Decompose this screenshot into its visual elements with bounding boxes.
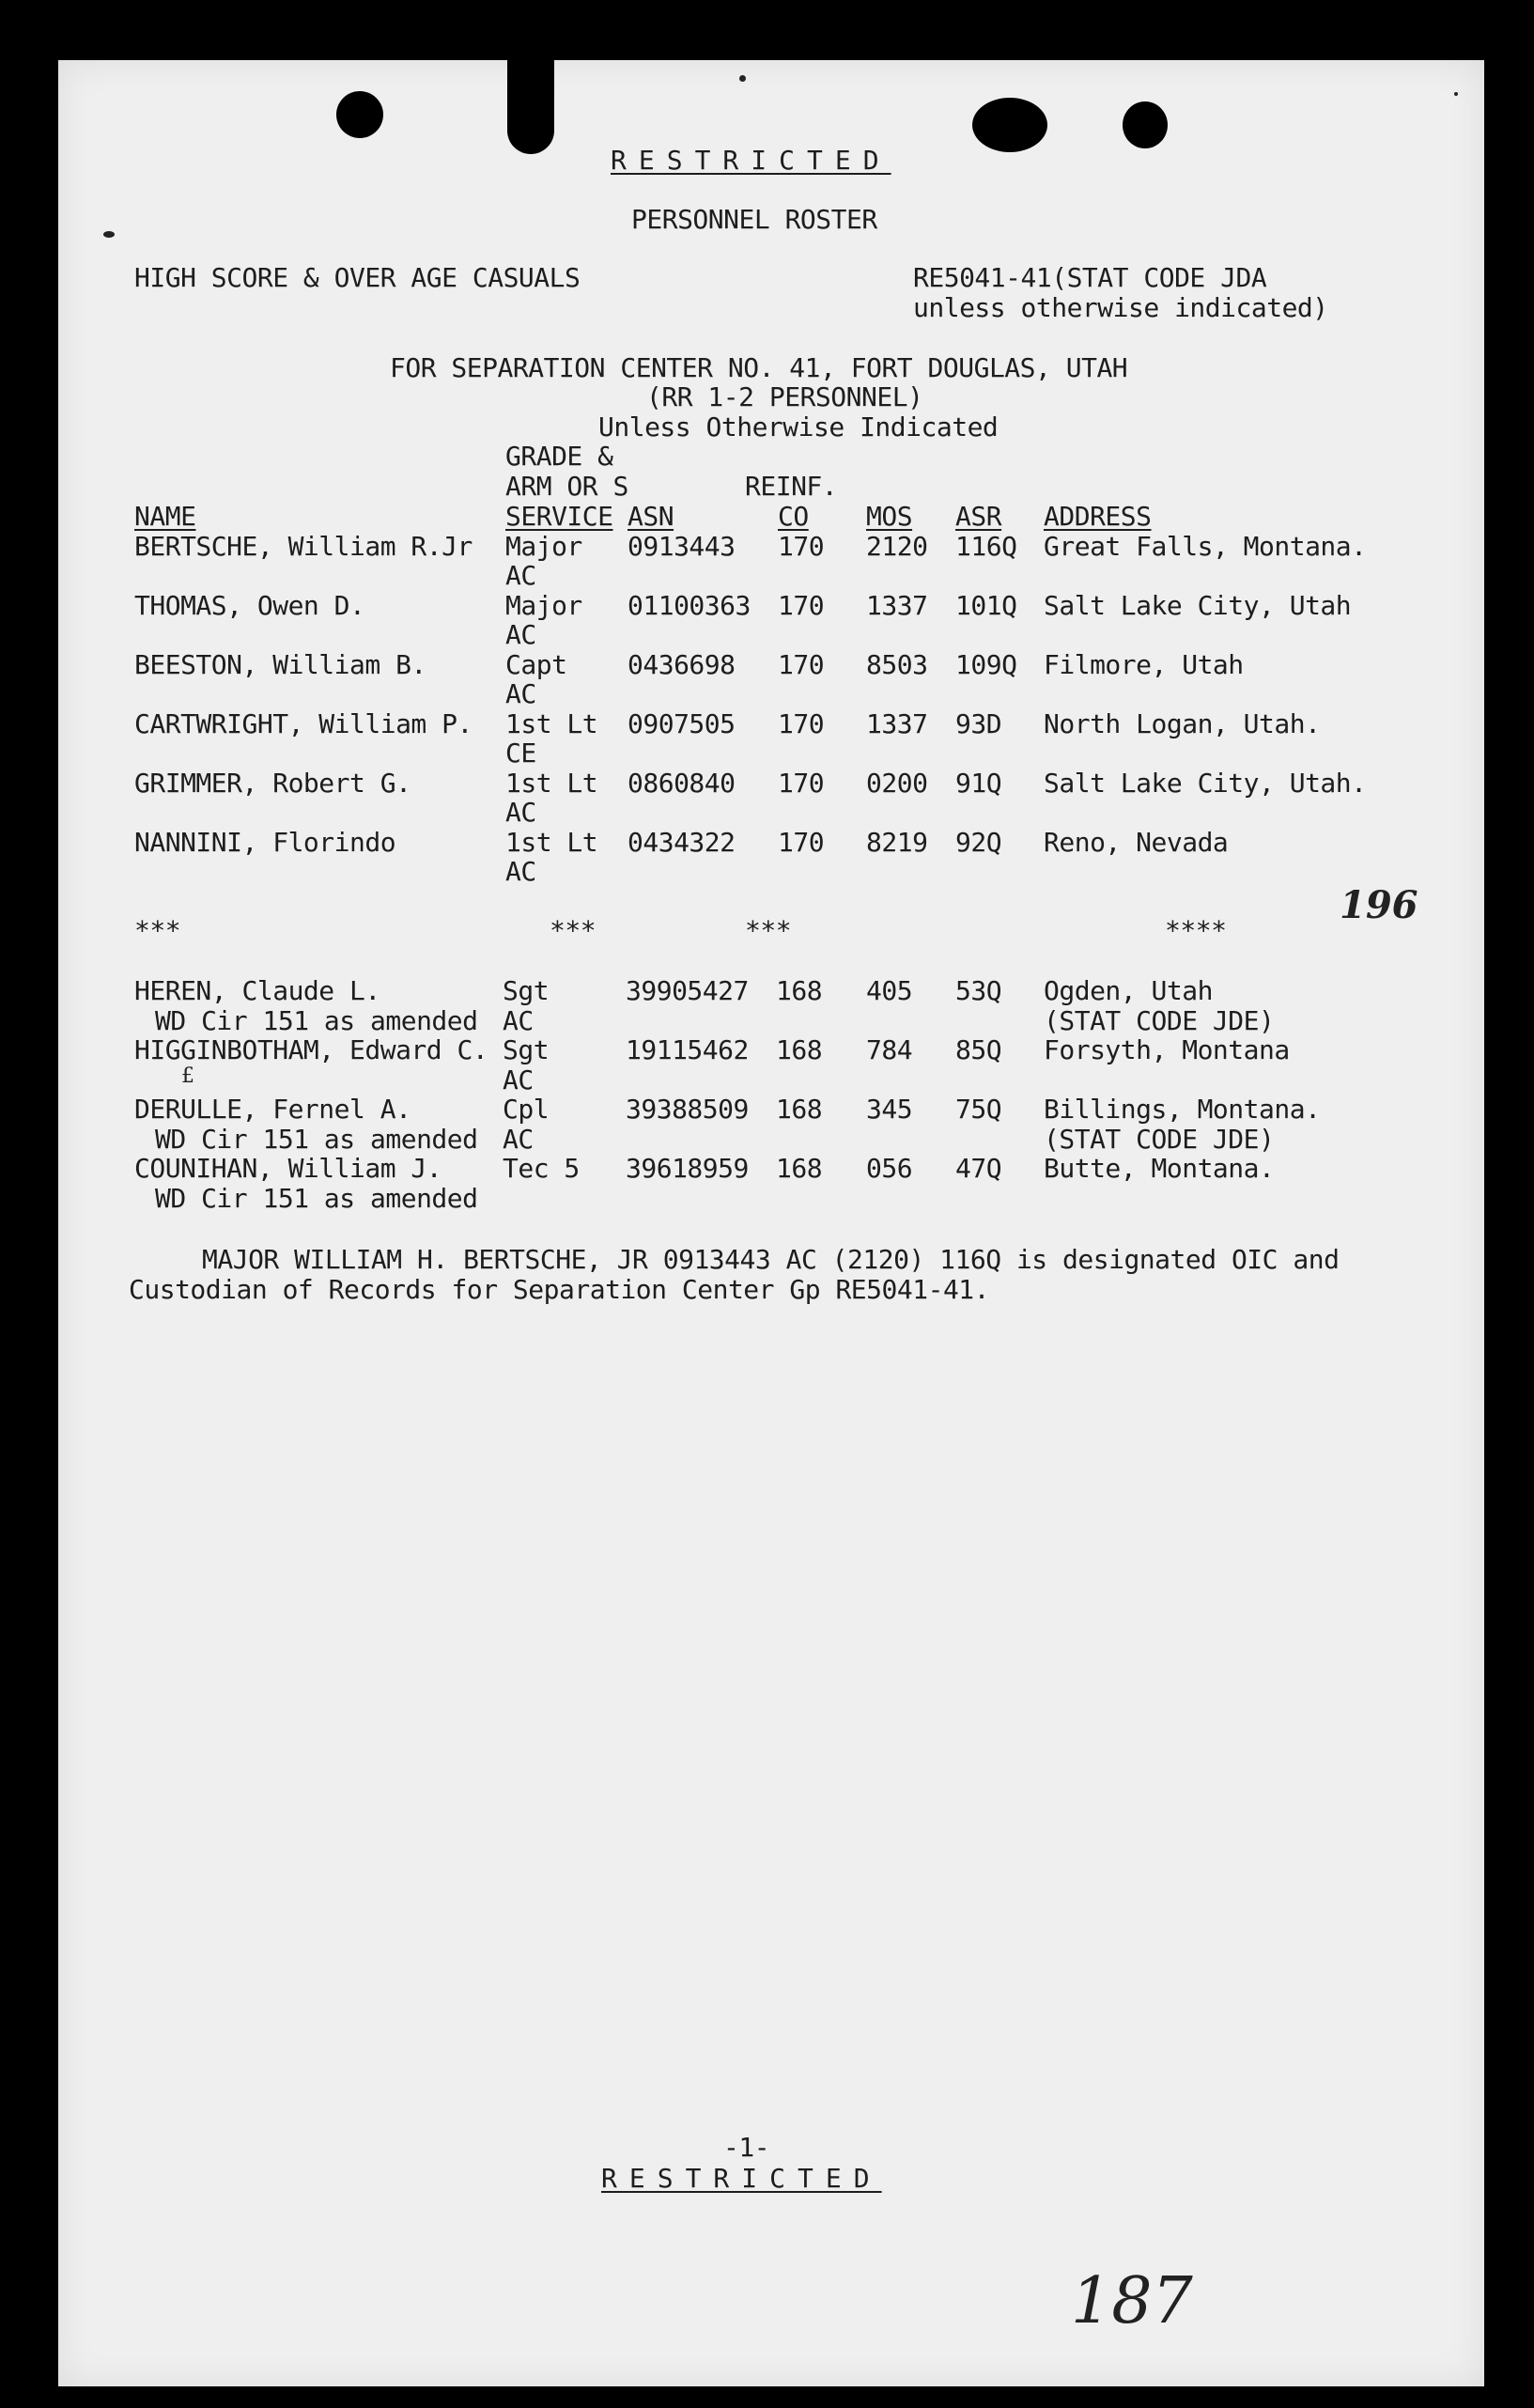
row-grade: Capt (505, 649, 567, 680)
row-address: Billings, Montana. (1044, 1094, 1321, 1125)
row-asn: 0913443 (628, 531, 736, 562)
row-name: HIGGINBOTHAM, Edward C. (134, 1034, 488, 1065)
stamped-page-number: 196 (1340, 883, 1418, 927)
row-asn: 01100363 (628, 590, 751, 621)
row-grade: 1st Lt (505, 827, 598, 858)
row-co: 168 (776, 1094, 823, 1125)
row-co: 170 (778, 531, 825, 562)
row-mos: 8503 (866, 649, 928, 680)
left-heading: HIGH SCORE & OVER AGE CASUALS (134, 262, 581, 293)
row-asr: 109Q (955, 649, 1017, 680)
row-arm: AC (503, 1005, 534, 1036)
row-grade: Sgt (503, 1034, 550, 1065)
row-mos: 1337 (866, 590, 928, 621)
col-grade-1: GRADE & (505, 441, 613, 472)
designation-note-line-1: MAJOR WILLIAM H. BERTSCHE, JR 0913443 AC (2120) 116Q is designated OIC and (202, 1244, 1340, 1275)
center-line-3: Unless Otherwise Indicated (598, 412, 999, 443)
row-arm: AC (505, 619, 536, 650)
col-asr: ASR (955, 501, 1002, 532)
row-address: Salt Lake City, Utah. (1044, 768, 1367, 799)
row-name: NANNINI, Florindo (134, 827, 396, 858)
row-mos: 345 (866, 1094, 913, 1125)
col-reinf: REINF. (745, 471, 838, 502)
row-co: 170 (778, 590, 825, 621)
col-address: ADDRESS (1044, 501, 1152, 532)
row-arm: AC (503, 1124, 534, 1155)
row-name: BEESTON, William B. (134, 649, 426, 680)
row-mos: 056 (866, 1153, 913, 1184)
page-number: -1- (723, 2132, 770, 2163)
row-asr: 91Q (955, 768, 1002, 799)
row-asn: 0434322 (628, 827, 736, 858)
col-co: CO (778, 501, 809, 532)
row-address: Ogden, Utah (1044, 975, 1213, 1006)
row-name: BERTSCHE, William R.Jr (134, 531, 473, 562)
row-grade: Major (505, 531, 582, 562)
row-arm: AC (505, 797, 536, 828)
row-address: Butte, Montana. (1044, 1153, 1275, 1184)
row-address: Salt Lake City, Utah (1044, 590, 1352, 621)
row-address: Forsyth, Montana (1044, 1034, 1290, 1065)
row-address: North Logan, Utah. (1044, 708, 1321, 739)
row-mos: 1337 (866, 708, 928, 739)
row-address: Filmore, Utah (1044, 649, 1244, 680)
speck (739, 75, 746, 82)
separator-asterisks: *** (550, 915, 597, 946)
row-arm: AC (503, 1064, 534, 1095)
col-name: NAME (134, 501, 196, 532)
separator-asterisks: *** (745, 915, 792, 946)
col-service: SERVICE (505, 501, 613, 532)
row-note: WD Cir 151 as amended (155, 1005, 478, 1036)
row-asr: 47Q (955, 1153, 1002, 1184)
row-co: 170 (778, 649, 825, 680)
row-mos: 2120 (866, 531, 928, 562)
row-asr: 92Q (955, 827, 1002, 858)
right-heading-2: unless otherwise indicated) (913, 292, 1328, 323)
speck (1454, 92, 1458, 96)
row-arm: AC (505, 560, 536, 591)
row-arm: CE (505, 738, 536, 769)
row-co: 168 (776, 1153, 823, 1184)
col-grade-2: ARM OR S (505, 471, 628, 502)
classification-bottom: RESTRICTED (601, 2163, 882, 2194)
row-note: WD Cir 151 as amended (155, 1124, 478, 1155)
punch-hole-4 (1123, 101, 1168, 148)
row-name: GRIMMER, Robert G. (134, 768, 411, 799)
row-co: 170 (778, 768, 825, 799)
row-co: 168 (776, 975, 823, 1006)
row-mos: 784 (866, 1034, 913, 1065)
col-mos: MOS (866, 501, 913, 532)
classification-top: RESTRICTED (611, 145, 891, 176)
handwritten-number: 187 (1071, 2264, 1193, 2338)
row-arm: AC (505, 856, 536, 887)
designation-note-line-2: Custodian of Records for Separation Center Gp RE5041-41. (129, 1274, 990, 1305)
row-grade: Major (505, 590, 582, 621)
handwritten-mark: £ (181, 1064, 194, 1088)
row-asn: 19115462 (626, 1034, 749, 1065)
right-heading-1: RE5041-41(STAT CODE JDA (913, 262, 1267, 293)
row-co: 170 (778, 827, 825, 858)
row-name: COUNIHAN, William J. (134, 1153, 442, 1184)
punch-hole-1 (336, 91, 383, 138)
document-title: PERSONNEL ROSTER (631, 204, 877, 235)
row-grade: Tec 5 (503, 1153, 580, 1184)
row-name: DERULLE, Fernel A. (134, 1094, 411, 1125)
row-grade: Sgt (503, 975, 550, 1006)
separator-asterisks: *** (134, 915, 181, 946)
row-mos: 405 (866, 975, 913, 1006)
row-asn: 0860840 (628, 768, 736, 799)
row-name: THOMAS, Owen D. (134, 590, 365, 621)
center-line-2: (RR 1-2 PERSONNEL) (646, 381, 923, 412)
row-note: WD Cir 151 as amended (155, 1183, 478, 1214)
row-address-2: (STAT CODE JDE) (1044, 1005, 1275, 1036)
row-asr: 85Q (955, 1034, 1002, 1065)
row-asr: 116Q (955, 531, 1017, 562)
row-co: 168 (776, 1034, 823, 1065)
row-address-2: (STAT CODE JDE) (1044, 1124, 1275, 1155)
row-asr: 53Q (955, 975, 1002, 1006)
speck (103, 231, 115, 238)
center-line-1: FOR SEPARATION CENTER NO. 41, FORT DOUGLAS, UTAH (390, 352, 1128, 383)
row-asn: 0436698 (628, 649, 736, 680)
row-address: Reno, Nevada (1044, 827, 1229, 858)
row-asn: 39388509 (626, 1094, 749, 1125)
row-asr: 75Q (955, 1094, 1002, 1125)
row-grade: 1st Lt (505, 768, 598, 799)
row-asn: 0907505 (628, 708, 736, 739)
col-asn: ASN (628, 501, 674, 532)
punch-hole-3 (972, 98, 1047, 152)
row-asr: 101Q (955, 590, 1017, 621)
row-asn: 39905427 (626, 975, 749, 1006)
row-mos: 0200 (866, 768, 928, 799)
row-arm: AC (505, 678, 536, 709)
row-asn: 39618959 (626, 1153, 749, 1184)
row-co: 170 (778, 708, 825, 739)
punch-hole-2 (507, 60, 554, 154)
row-name: CARTWRIGHT, William P. (134, 708, 473, 739)
row-asr: 93D (955, 708, 1002, 739)
separator-asterisks: **** (1165, 915, 1227, 946)
row-grade: Cpl (503, 1094, 550, 1125)
row-name: HEREN, Claude L. (134, 975, 380, 1006)
row-address: Great Falls, Montana. (1044, 531, 1367, 562)
row-grade: 1st Lt (505, 708, 598, 739)
row-mos: 8219 (866, 827, 928, 858)
